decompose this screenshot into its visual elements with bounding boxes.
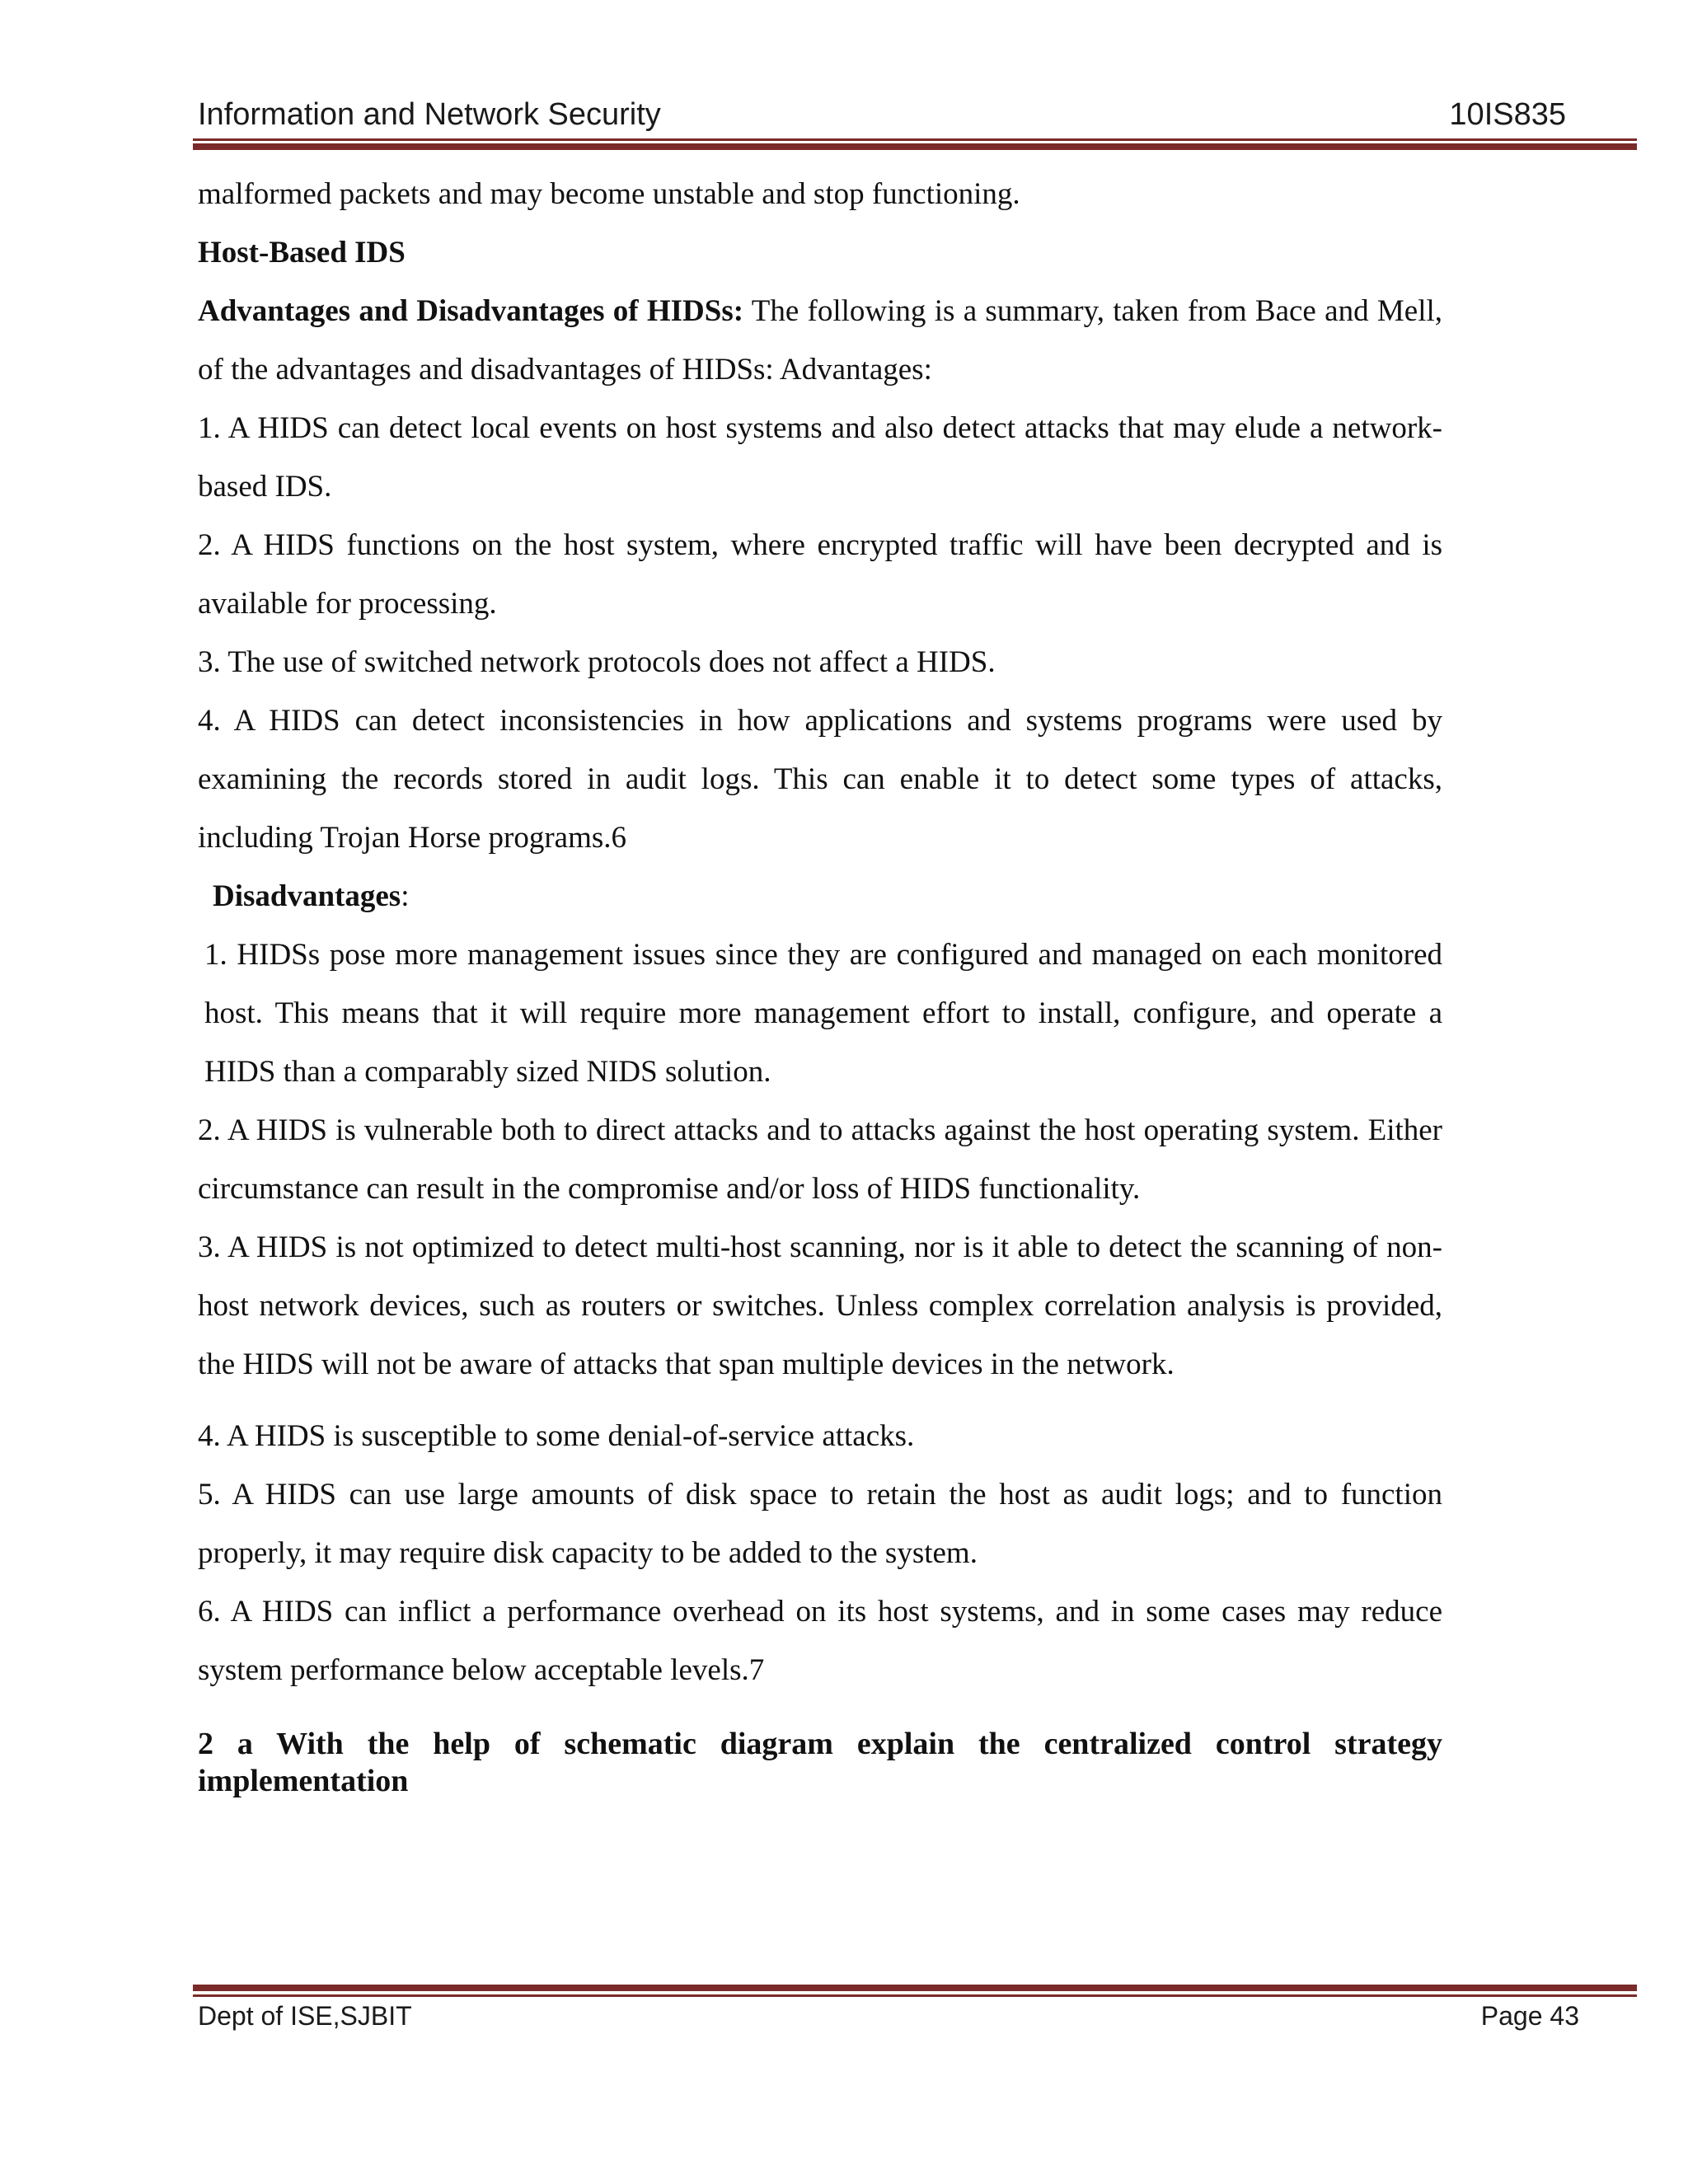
footer-department: Dept of ISE,SJBIT [198,2001,412,2031]
header-course-code: 10IS835 [1449,97,1566,132]
disadvantage-item-5: 5. A HIDS can use large amounts of disk space to retain the host as audit logs; and to function properly, it may require disk capacity to be added to the system. [198,1478,1442,1570]
question-heading: 2 a With the help of schematic diagram explain the centralized control strategy implementation [198,1727,1442,1798]
disadvantages-heading-label: Disadvantages [213,879,401,913]
disadvantage-item-4: 4. A HIDS is susceptible to some denial-of-service attacks. [198,1419,915,1453]
footer-page-number: Page 43 [1480,2001,1579,2031]
advantage-item-4: 4. A HIDS can detect inconsistencies in how applications and systems programs were used by examining the records stored in audit logs. This can enable it to detect some types of attacks, including Trojan Horse programs.6 [198,704,1442,855]
header-rule-thin [193,138,1637,141]
disadvantage-item-2: 2. A HIDS is vulnerable both to direct attacks and to attacks against the host operating system. Either circumstance can result in the compromise and/or loss of HIDS functionality. [198,1113,1442,1206]
footer-rule-thin [193,1994,1637,1997]
advantages-intro [198,282,1442,399]
disadvantages-heading [198,867,1442,926]
disadvantage-item-3: 3. A HIDS is not optimized to detect multi-host scanning, nor is it able to detect the scanning of non-host network devices, such as routers or switches. Unless complex correlation analysis is provided, the HIDS will not be aware of attacks that span multiple devices in the network. [198,1230,1442,1381]
section-heading: Host-Based IDS [198,236,406,269]
advantage-item-3: 3. The use of switched network protocols does not affect a HIDS. [198,645,996,679]
header-title: Information and Network Security [198,97,661,132]
disadvantage-item-1: 1. HIDSs pose more management issues since they are configured and managed on each monitored host. This means that it will require more management effort to install, configure, and operate a HIDS than a comparably sized NIDS solution. [204,938,1442,1089]
disadvantages-heading-colon: : [401,879,410,913]
disadvantage-item-6: 6. A HIDS can inflict a performance overhead on its host systems, and in some cases may reduce system performance below acceptable levels.7 [198,1595,1442,1687]
paragraph-gap [198,1394,1442,1407]
intro-paragraph: malformed packets and may become unstable and stop functioning. [198,177,1020,211]
advantages-intro-label: Advantages and Disadvantages of HIDSs: [198,294,744,328]
advantage-item-1: 1. A HIDS can detect local events on host systems and also detect attacks that may elude a network-based IDS. [198,411,1442,504]
page-body [198,165,1442,1800]
advantages-intro-text: The following is a summary, taken from Bace and Mell, of the advantages and disadvantages of HIDSs: Advantages: [198,294,1443,387]
advantage-item-2: 2. A HIDS functions on the host system, where encrypted traffic will have been decrypted and is available for processing. [198,528,1442,621]
header-rule-thick [193,143,1637,150]
footer-rule-thick [193,1985,1637,1991]
